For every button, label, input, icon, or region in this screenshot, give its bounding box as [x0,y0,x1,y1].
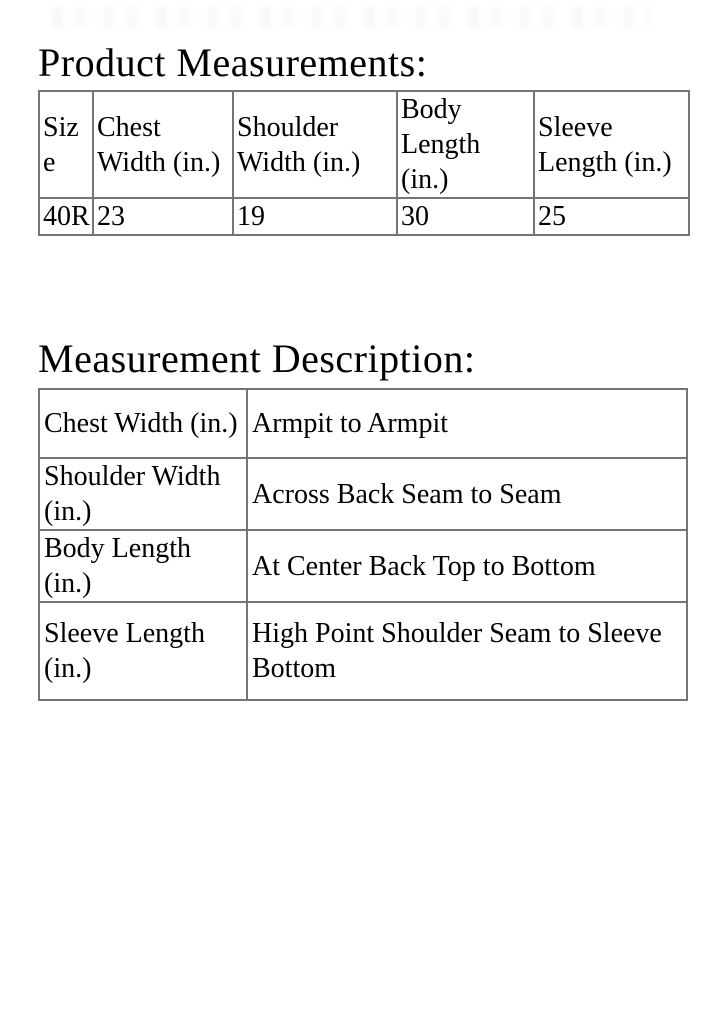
sleeve-length-value: 25 [534,198,689,235]
body-length-value: 30 [397,198,534,235]
product-measurements-heading: Product Measurements: [38,40,428,85]
measurement-description-heading: Measurement Description: [38,336,476,381]
measurements-header-row [39,91,689,198]
shoulder-width-value: 19 [233,198,397,235]
chest-width-value: 23 [93,198,233,235]
measurements-data-row [39,198,689,235]
measurement-label: Body Length (in.) [39,530,247,602]
size-value: 40R [39,198,93,235]
measurement-description: Armpit to Armpit [247,389,687,458]
measurement-description: High Point Shoulder Seam to Sleeve Bottom [247,602,687,700]
column-header-shoulder-width: Shoulder Width (in.) [233,91,397,198]
column-header-body-length: Body Length (in.) [397,91,534,198]
product-measurements-table [38,90,690,236]
description-row-sleeve-length [39,602,687,700]
description-row-body-length [39,530,687,602]
ghost-text-artifact [52,6,652,28]
column-header-chest-width: Chest Width (in.) [93,91,233,198]
measurement-label: Chest Width (in.) [39,389,247,458]
measurement-description-table [38,388,688,701]
measurement-label: Sleeve Length (in.) [39,602,247,700]
column-header-size: Size [39,91,93,198]
description-row-chest-width [39,389,687,458]
measurement-description: At Center Back Top to Bottom [247,530,687,602]
measurement-description: Across Back Seam to Seam [247,458,687,530]
description-row-shoulder-width [39,458,687,530]
column-header-sleeve-length: Sleeve Length (in.) [534,91,689,198]
measurement-label: Shoulder Width (in.) [39,458,247,530]
